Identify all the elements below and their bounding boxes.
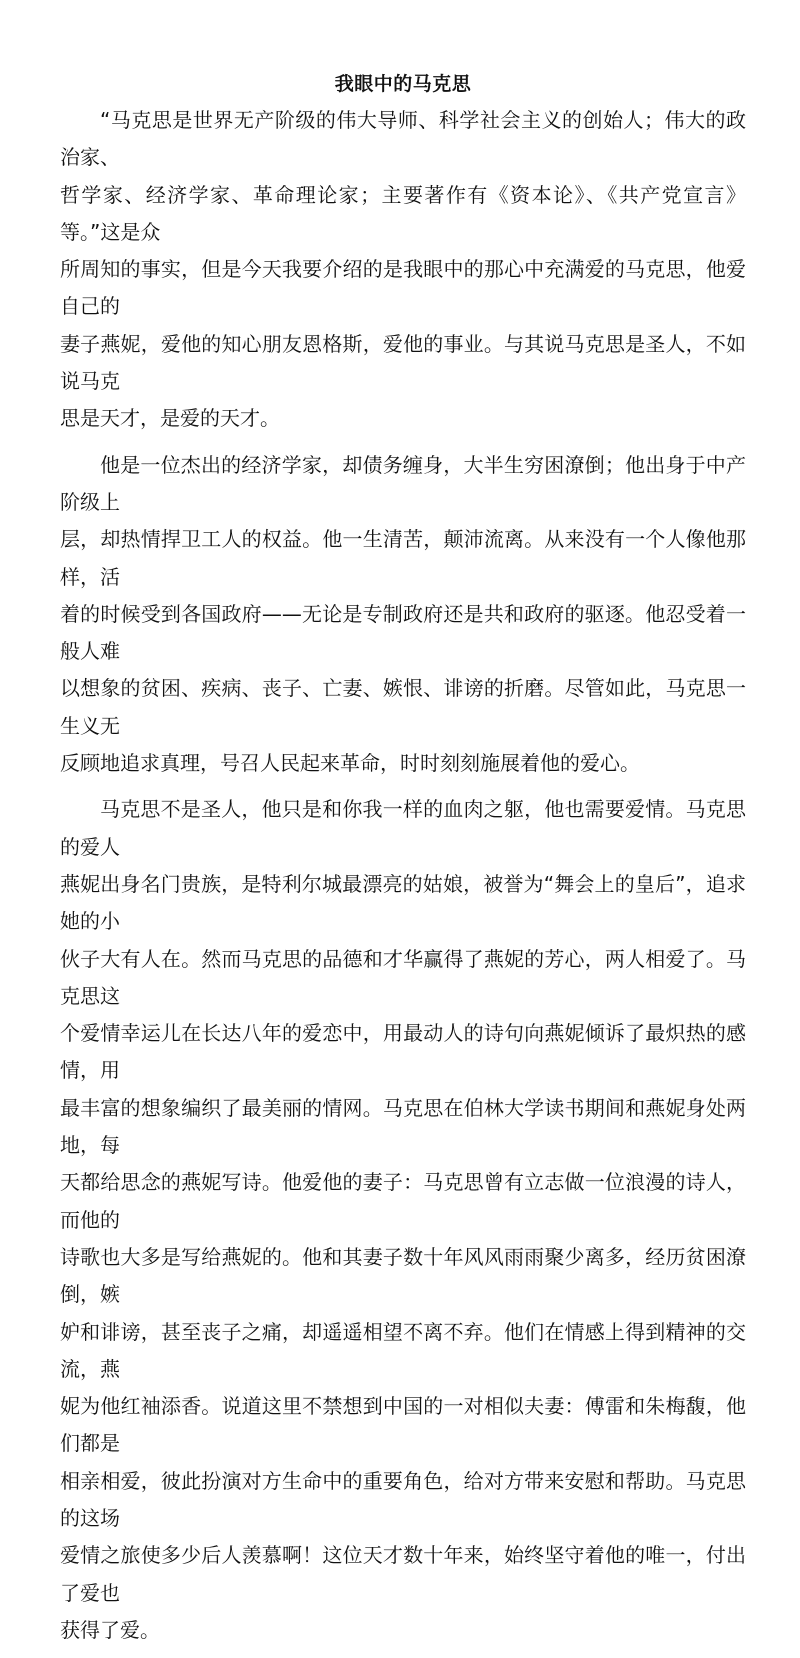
document-title: 我眼中的马克思 (334, 73, 472, 95)
paragraph-3: 马克思不是圣人，他只是和你我一样的血肉之躯，他也需要爱情。马克思的爱人 燕妮出身名门贵族，是特利尔城最漂亮的姑娘，被誉为“舞会上的皇后”，追求她的小 伙子大有人在。然而马克思的品德和才华赢得了燕妮的芳心，两人相爱了。马克思这 个爱情幸运儿在长达八年的爱恋中，用最动人的诗句向燕妮倾诉了最炽热的感情，用 最丰富的想象编织了最美丽的情网。马克思在伯林大学读书期间和燕妮身处两地，每 天都给思念的燕妮写诗。他爱他的妻子：马克思曾有立志做一位浪漫的诗人，而他的 诗歌也大多是写给燕妮的。他和其妻子数十年风风雨雨聚少离多，经历贫困潦倒，嫉 妒和诽谤，甚至丧子之痛，却遥遥相望不离不弃。他们在情感上得到精神的交流，燕 妮为他红袖添香。说道这里不禁想到中国的一对相似夫妻：傅雷和朱梅馥，他们都是 相亲相爱，彼此扮演对方生命中的重要角色，给对方带来安慰和帮助。马克思的这场 爱情之旅使多少后人羡慕啊！这位天才数十年来，始终坚守着他的唯一，付出了爱也 获得了爱。 (60, 797, 746, 1642)
document-page (60, 70, 746, 1658)
paragraph-1: “马克思是世界无产阶级的伟大导师、科学社会主义的创始人；伟大的政治家、 哲学家、经济学家、革命理论家；主要著作有《资本论》、《共产党宣言》等。”这是众 所周知的事实，但是今天我要介绍的是我眼中的那心中充满爱的马克思，他爱自己的 妻子燕妮，爱他的知心朋友恩格斯，爱他的事业。与其说马克思是圣人，不如说马克 思是天才，是爱的天才。 (60, 108, 746, 431)
paragraph-2: 他是一位杰出的经济学家，却债务缠身，大半生穷困潦倒；他出身于中产阶级上 层，却热情捍卫工人的权益。他一生清苦，颠沛流离。从来没有一个人像他那样，活 着的时候受到各国政府——无论是专制政府还是共和政府的驱逐。他忍受着一般人难 以想象的贫困、疾病、丧子、亡妻、嫉恨、诽谤的折磨。尽管如此，马克思一生义无 反顾地追求真理，号召人民起来革命，时时刻刻施展着他的爱心。 (60, 452, 746, 776)
